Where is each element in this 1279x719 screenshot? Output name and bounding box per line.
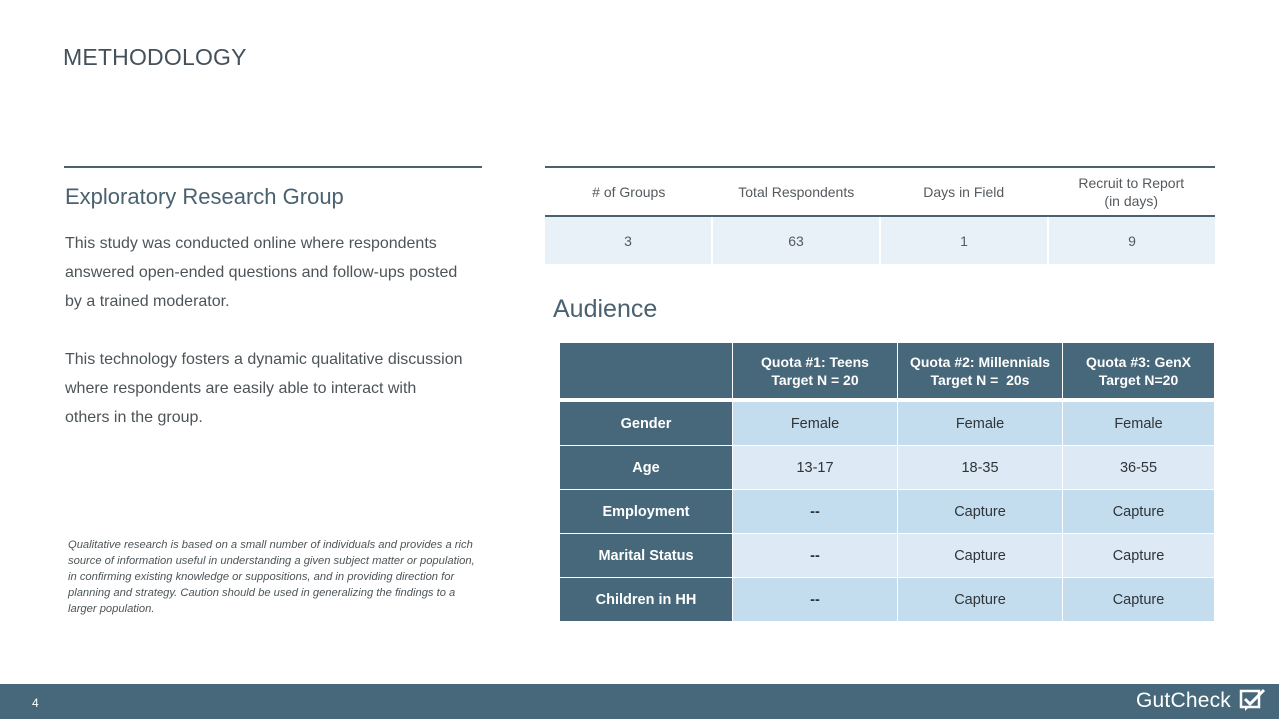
stats-value-days: 1 bbox=[881, 217, 1049, 264]
table-cell: Female bbox=[733, 402, 898, 446]
table-cell: Female bbox=[1063, 402, 1214, 446]
stats-header-recruit: Recruit to Report (in days) bbox=[1078, 174, 1185, 209]
table-cell: 13-17 bbox=[733, 446, 898, 490]
audience-header-corner bbox=[560, 343, 733, 399]
audience-header-quota-3: Quota #3: GenX Target N=20 bbox=[1063, 343, 1214, 399]
stats-header-row bbox=[545, 168, 1215, 215]
stats-header-respondents: Total Respondents bbox=[738, 183, 855, 200]
row-label: Marital Status bbox=[560, 534, 733, 578]
page-number: 4 bbox=[32, 696, 39, 710]
audience-heading: Audience bbox=[553, 295, 658, 323]
stats-header-days: Days in Field bbox=[923, 183, 1005, 200]
row-label: Employment bbox=[560, 490, 733, 534]
row-label: Children in HH bbox=[560, 578, 733, 622]
table-cell: Capture bbox=[1063, 578, 1214, 622]
table-cell: Female bbox=[898, 402, 1063, 446]
footer-bar bbox=[0, 684, 1279, 719]
audience-row-marital-status bbox=[560, 534, 1214, 578]
brand-logo-text: GutCheck bbox=[1136, 689, 1231, 712]
table-cell: 18-35 bbox=[898, 446, 1063, 490]
page-title: METHODOLOGY bbox=[63, 44, 247, 70]
intro-paragraph: This study was conducted online where respondents answered open-ended questions and follow-ups posted by a trained moderator. bbox=[65, 235, 458, 310]
audience-row-gender bbox=[560, 402, 1214, 446]
audience-row-age bbox=[560, 446, 1214, 490]
stats-value-respondents: 63 bbox=[713, 217, 881, 264]
technology-paragraph: This technology fosters a dynamic qualitative discussion where respondents are easily able to interact with others in the group. bbox=[65, 351, 463, 426]
table-cell: Capture bbox=[1063, 490, 1214, 534]
table-cell: Capture bbox=[898, 578, 1063, 622]
table-cell: 36-55 bbox=[1063, 446, 1214, 490]
table-cell: -- bbox=[733, 490, 898, 534]
audience-row-employment bbox=[560, 490, 1214, 534]
audience-header-quota-1: Quota #1: Teens Target N = 20 bbox=[733, 343, 898, 399]
audience-header-row bbox=[560, 343, 1214, 402]
audience-row-children bbox=[560, 578, 1214, 622]
disclaimer-note: Qualitative research is based on a small number of individuals and provides a rich source of information useful in understanding a given subject matter or population, in confirming existing knowledge or suppositions, and in providing direction for planning and strategy. Caution should be used in generalizing the findings to a larger population. bbox=[68, 539, 475, 615]
stats-header-groups: # of Groups bbox=[592, 183, 666, 200]
audience-header-quota-2: Quota #2: Millennials Target N = 20s bbox=[898, 343, 1063, 399]
table-cell: Capture bbox=[898, 534, 1063, 578]
row-label: Gender bbox=[560, 402, 733, 446]
audience-table bbox=[560, 343, 1214, 622]
table-cell: -- bbox=[733, 578, 898, 622]
stats-value-groups: 3 bbox=[545, 217, 713, 264]
stats-value-recruit: 9 bbox=[1049, 217, 1215, 264]
section-heading: Exploratory Research Group bbox=[65, 184, 344, 209]
table-cell: -- bbox=[733, 534, 898, 578]
checkbox-icon bbox=[1239, 688, 1267, 712]
row-label: Age bbox=[560, 446, 733, 490]
table-cell: Capture bbox=[898, 490, 1063, 534]
stats-value-row bbox=[545, 217, 1215, 264]
table-cell: Capture bbox=[1063, 534, 1214, 578]
section-divider bbox=[64, 166, 482, 168]
stats-table bbox=[545, 166, 1215, 264]
